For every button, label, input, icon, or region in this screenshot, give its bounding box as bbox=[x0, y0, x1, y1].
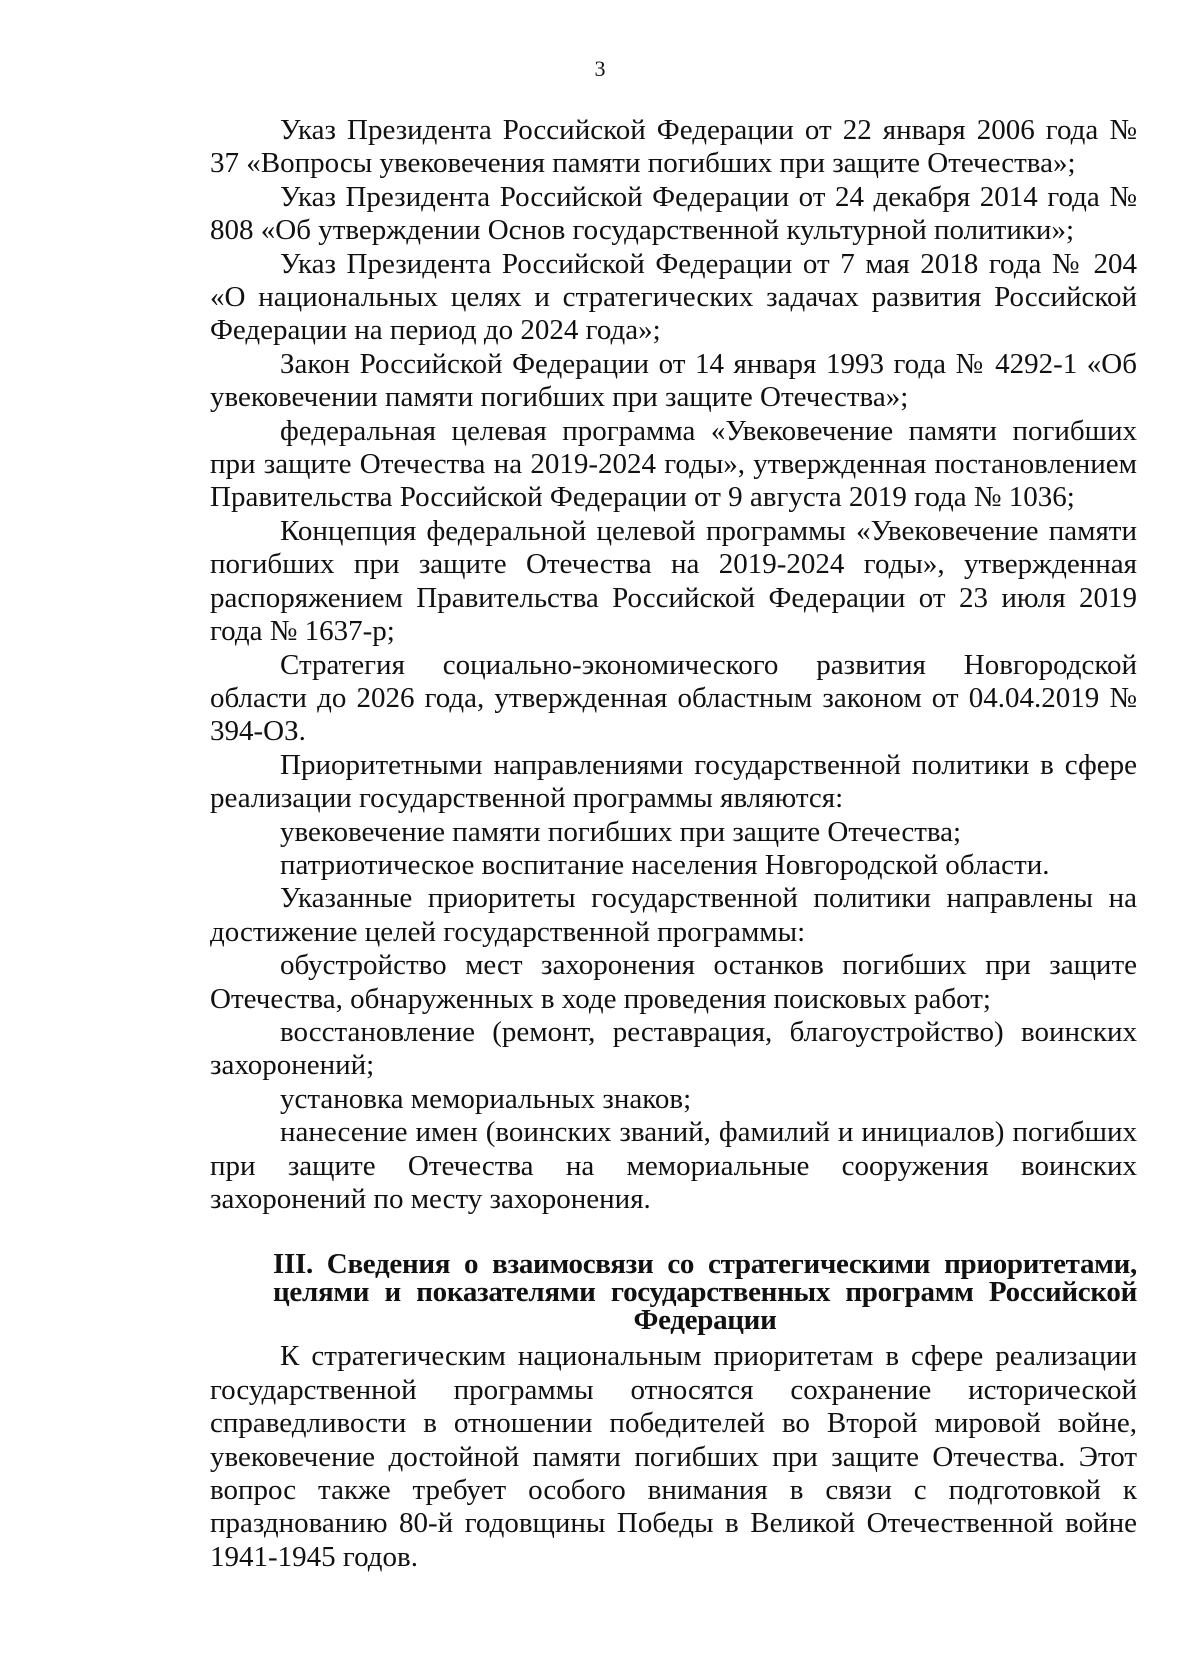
paragraph-decree-2006: Указ Президента Российской Федерации от 22 января 2006 года № 37 «Вопросы увековечения памяти погибших при защите Отечества»; bbox=[210, 114, 1137, 180]
paragraph-priorities-intro: Приоритетными направлениями государственной политики в сфере реализации государственной программы являются: bbox=[210, 748, 1137, 815]
paragraph-priority-patriotic: патриотическое воспитание населения Новгородской области. bbox=[280, 848, 1050, 881]
paragraph-priority-memory: увековечение памяти погибших при защите Отечества; bbox=[280, 815, 962, 848]
paragraph-national-priorities: К стратегическим национальным приоритетам в сфере реализации государственной программы относятся сохранение исторической справедливости в отношении победителей во Второй мировой войне, увековечение достойной памяти погибших при защите Отечества. Этот вопрос также требует особого внимания в связи с подготовкой к празднованию 80-й годовщины Победы в Великой Отечественной войне 1941-1945 годов. bbox=[210, 1340, 1137, 1573]
paragraph-law-1993: Закон Российской Федерации от 14 января 1993 года № 4292-1 «Об увековечении памяти погибших при защите Отечества»; bbox=[210, 347, 1137, 414]
paragraph-goal-names: нанесение имен (воинских званий, фамилий и инициалов) погибших при защите Отечества на мемориальные сооружения воинских захоронений по месту захоронения. bbox=[210, 1116, 1137, 1215]
paragraph-goal-burial-sites: обустройство мест захоронения останков погибших при защите Отечества, обнаруженных в ходе проведения поисковых работ; bbox=[210, 949, 1137, 1015]
document-body bbox=[210, 114, 1137, 1574]
section-heading: III. Сведения о взаимосвязи со стратегическими приоритетами, целями и показателями государственных программ Российской Федерации bbox=[273, 1248, 1137, 1337]
paragraph-decree-2018: Указ Президента Российской Федерации от 7 мая 2018 года № 204 «О национальных целях и стратегических задачах развития Российской Федерации на период до 2024 года»; bbox=[210, 247, 1137, 347]
paragraph-program-concept: Концепция федеральной целевой программы «Увековечение памяти погибших при защите Отечества на 2019-2024 годы», утвержденная распоряжением Правительства Российской Федерации от 23 июля 2019 года № 1637-р; bbox=[210, 514, 1137, 648]
paragraph-goal-restoration: восстановление (ремонт, реставрация, благоустройство) воинских захоронений; bbox=[210, 1015, 1137, 1082]
paragraph-goal-memorial-signs: установка мемориальных знаков; bbox=[280, 1082, 692, 1115]
paragraph-regional-strategy: Стратегия социально-экономического развития Новгородской области до 2026 года, утвержденная областным законом от 04.04.2019 № 394-ОЗ. bbox=[210, 648, 1137, 748]
paragraph-decree-2014: Указ Президента Российской Федерации от 24 декабря 2014 года № 808 «Об утверждении Основ государственной культурной политики»; bbox=[210, 180, 1137, 247]
paragraph-federal-program: федеральная целевая программа «Увековечение памяти погибших при защите Отечества на 2019-2024 годы», утвержденная постановлением Правительства Российской Федерации от 9 августа 2019 года № 1036; bbox=[210, 414, 1137, 514]
page-number: 3 bbox=[594, 56, 606, 81]
paragraph-goals-intro: Указанные приоритеты государственной политики направлены на достижение целей государственной программы: bbox=[210, 882, 1137, 948]
